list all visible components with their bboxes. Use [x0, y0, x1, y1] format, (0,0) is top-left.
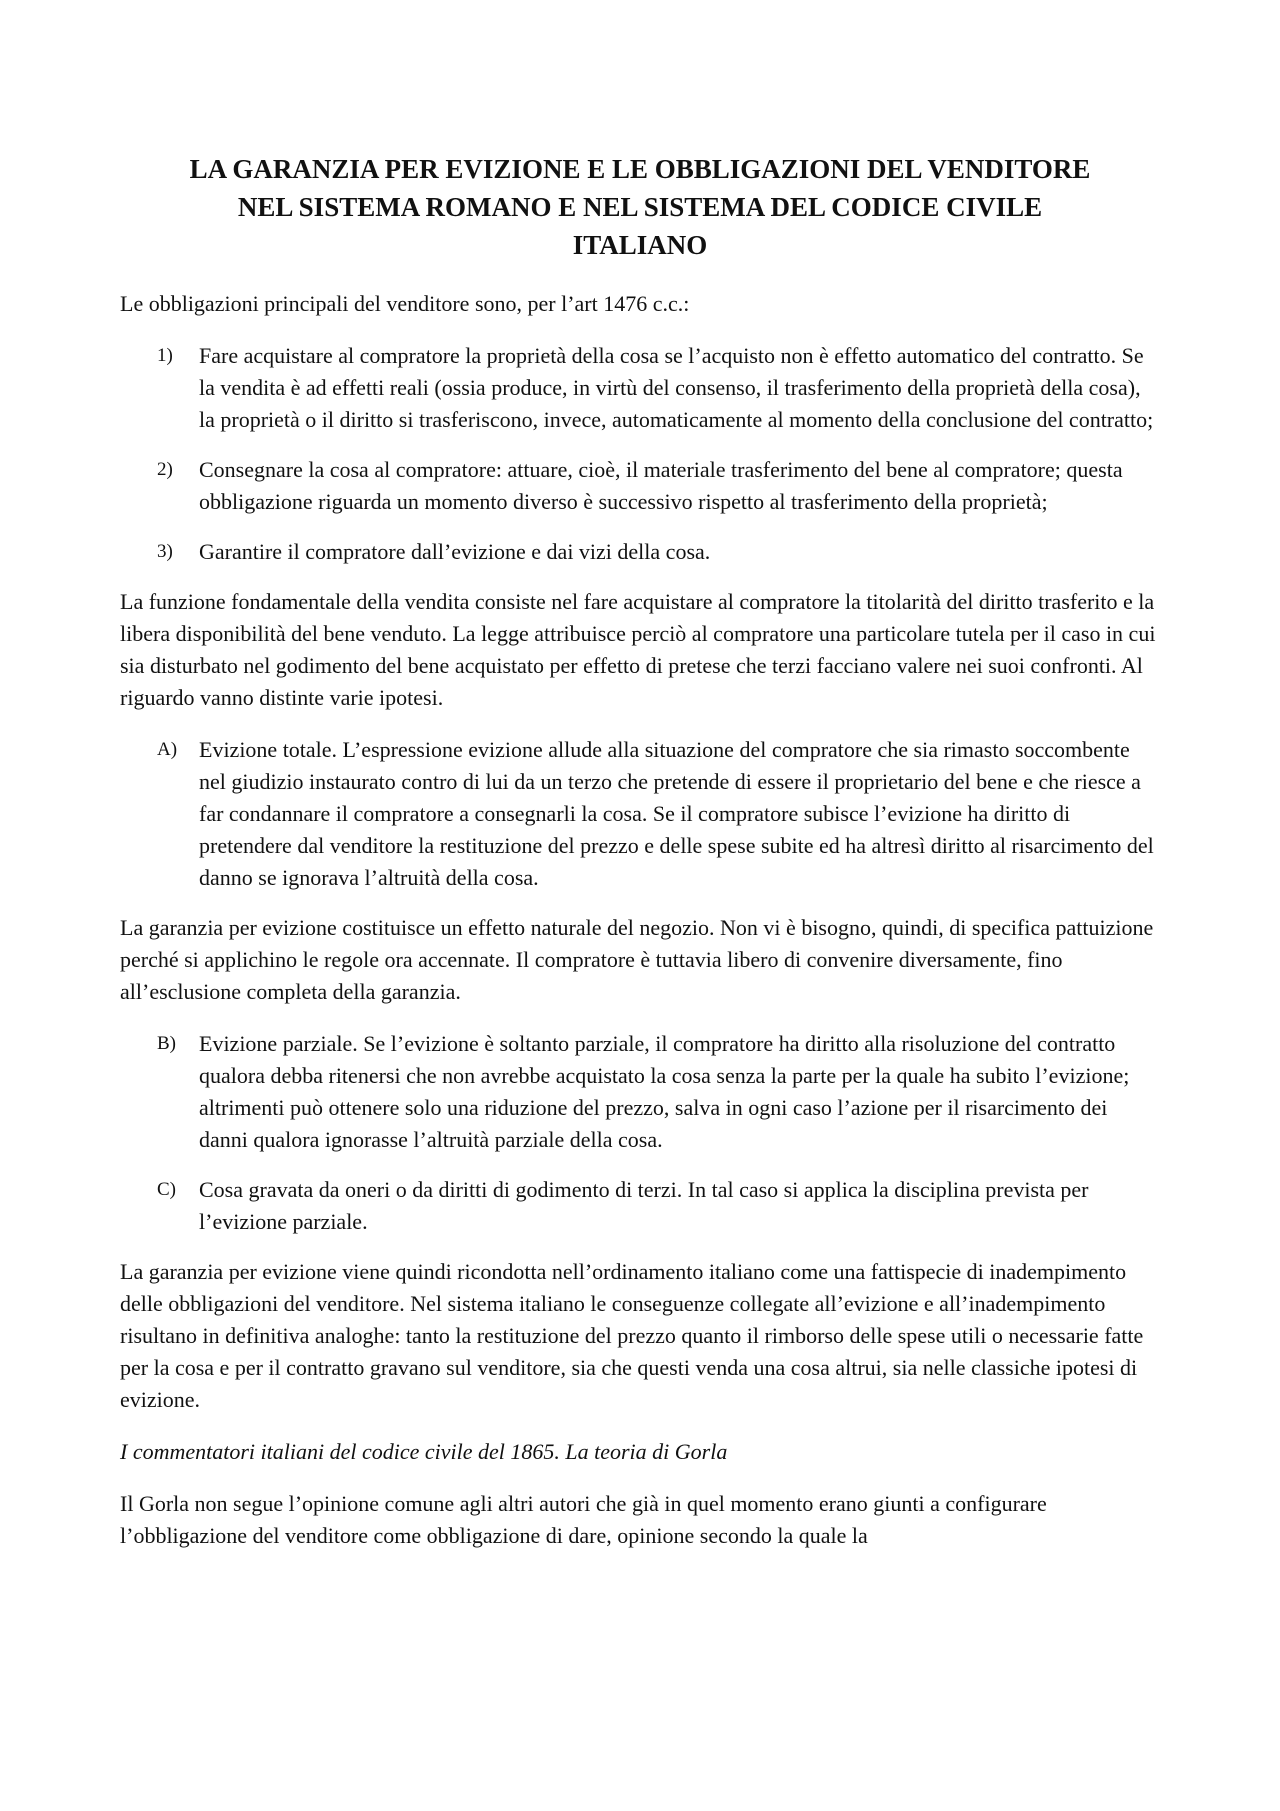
- document-page: [120, 150, 1160, 1572]
- list-marker: 2): [157, 459, 173, 480]
- list-item-text: Evizione totale. L’espressione evizione allude alla situazione del compratore che sia rimasto soccombente nel giudizio instaurato contro di lui da un terzo che pretende di essere il proprietario del bene e che riesce a far condannare il compratore a consegnarli la cosa. Se il compratore subisce l’evizione ha diritto di pretendere dal venditore la restituzione del prezzo e delle spese subite ed ha altresì diritto al risarcimento del danno se ignorava l’altruità della cosa.: [199, 737, 1154, 890]
- list-marker: 3): [157, 541, 173, 562]
- gorla-paragraph: Il Gorla non segue l’opinione comune agli altri autori che già in quel momento erano giunti a configurare l’obbligazione del venditore come obbligazione di dare, opinione secondo la quale la: [120, 1491, 1047, 1548]
- list-item-text: Consegnare la cosa al compratore: attuare, cioè, il materiale trasferimento del bene al compratore; questa obbligazione riguarda un momento diverso è successivo rispetto al trasferimento della proprietà;: [199, 457, 1123, 514]
- list-item: [120, 536, 1160, 568]
- list-item: [120, 340, 1160, 436]
- title-line-1: LA GARANZIA PER EVIZIONE E LE OBBLIGAZIONI DEL VENDITORE: [189, 154, 1091, 184]
- list-item: [120, 454, 1160, 518]
- intro-paragraph: Le obbligazioni principali del venditore sono, per l’art 1476 c.c.:: [120, 291, 690, 316]
- title-line-2: NEL SISTEMA ROMANO E NEL SISTEMA DEL CODICE CIVILE: [237, 192, 1043, 222]
- list-item-text: Garantire il compratore dall’evizione e dai vizi della cosa.: [199, 539, 711, 564]
- list-item-text: Evizione parziale. Se l’evizione è soltanto parziale, il compratore ha diritto alla risoluzione del contratto qualora debba ritenersi che non avrebbe acquistato la cosa senza la parte per la quale ha subito l’evizione; altrimenti può ottenere solo una riduzione del prezzo, salva in ogni caso l’azione per il risarcimento dei danni qualora ignorasse l’altruità parziale della cosa.: [199, 1031, 1130, 1152]
- list-item-text: Fare acquistare al compratore la proprietà della cosa se l’acquisto non è effetto automatico del contratto. Se la vendita è ad effetti reali (ossia produce, in virtù del consenso, il trasferimento della proprietà della cosa), la proprietà o il diritto si trasferiscono, invece, automaticamente al momento della conclusione del contratto;: [199, 343, 1154, 432]
- list-marker: A): [157, 739, 178, 760]
- eviction-cases-list-bc: [120, 1028, 1160, 1238]
- title-line-3: ITALIANO: [572, 230, 708, 260]
- list-item: [120, 1174, 1160, 1238]
- list-marker: C): [157, 1179, 176, 1200]
- section-subheading: I commentatori italiani del codice civile del 1865. La teoria di Gorla: [120, 1439, 728, 1464]
- seller-obligations-list: [120, 340, 1160, 568]
- list-marker: B): [157, 1033, 176, 1054]
- function-paragraph: La funzione fondamentale della vendita consiste nel fare acquistare al compratore la titolarità del diritto trasferito e la libera disponibilità del bene venduto. La legge attribuisce perciò al compratore una particolare tutela per il caso in cui sia disturbato nel godimento del bene acquistato per effetto di pretese che terzi facciano valere nei suoi confronti. Al riguardo vanno distinte varie ipotesi.: [120, 589, 1156, 710]
- italian-system-paragraph: La garanzia per evizione viene quindi ricondotta nell’ordinamento italiano come una fattispecie di inadempimento delle obbligazioni del venditore. Nel sistema italiano le conseguenze collegate all’evizione e all’inadempimento risultano in definitiva analoghe: tanto la restituzione del prezzo quanto il rimborso delle spese utili o necessarie fatte per la cosa e per il contratto gravano sul venditore, sia che questi venda una cosa altrui, sia nelle classiche ipotesi di evizione.: [120, 1259, 1144, 1412]
- natural-effect-paragraph: La garanzia per evizione costituisce un effetto naturale del negozio. Non vi è bisogno, quindi, di specifica pattuizione perché si applichino le regole ora accennate. Il compratore è tuttavia libero di convenire diversamente, fino all’esclusione completa della garanzia.: [120, 915, 1154, 1004]
- list-item-text: Cosa gravata da oneri o da diritti di godimento di terzi. In tal caso si applica la disciplina prevista per l’evizione parziale.: [199, 1177, 1089, 1234]
- eviction-cases-list-a: [120, 734, 1160, 894]
- document-title: [120, 150, 1160, 264]
- list-marker: 1): [157, 345, 173, 366]
- list-item: [120, 734, 1160, 894]
- list-item: [120, 1028, 1160, 1156]
